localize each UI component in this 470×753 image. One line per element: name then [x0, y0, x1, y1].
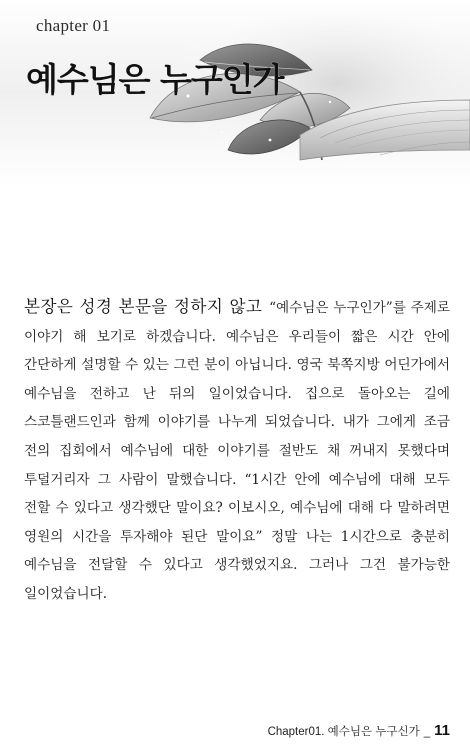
- footer-separator: _: [423, 726, 431, 738]
- body-paragraph: [24, 293, 450, 609]
- running-head: Chapter01. 예수님은 누구신가: [267, 726, 420, 738]
- chapter-title: 예수님은 누구인가: [26, 60, 284, 99]
- body-text: “예수님은 누구인가”를 주제로 이야기 해 보기로 하겠습니다. 예수님은 우리들이 짧은 시간 안에 간단하게 설명할 수 있는 그런 분이 아닙니다. 영국 북쪽지방 어딘가에서 예수님을 전하고 난 뒤의 일이었습니다. 집으로 돌아오는 길에 스코틀랜드인과 함께 이야기를 나누게 되었습니다. 내가 그에게 조금 전의 집회에서 예수님에 대한 이야기를 절반도 채 꺼내지 못했다며 투덜거리자 그 사람이 말했습니다. “1시간 안에 예수님에 대해 모두 전할 수 있다고 생각했단 말이요? 이보시오, 예수님에 대해 다 말하려면 영원의 시간을 투자해야 된단 말이요” 정말 나는 1시간으로 충분히 예수님을 전달할 수 있다고 생각했었지요. 그러나 그건 불가능한 일이었습니다.: [24, 300, 450, 602]
- page-footer: [268, 722, 450, 739]
- chapter-label: chapter 01: [36, 16, 111, 35]
- page-number: 11: [434, 722, 450, 739]
- lead-in-text: 본장은 성경 본문을 정하지 않고: [24, 297, 263, 316]
